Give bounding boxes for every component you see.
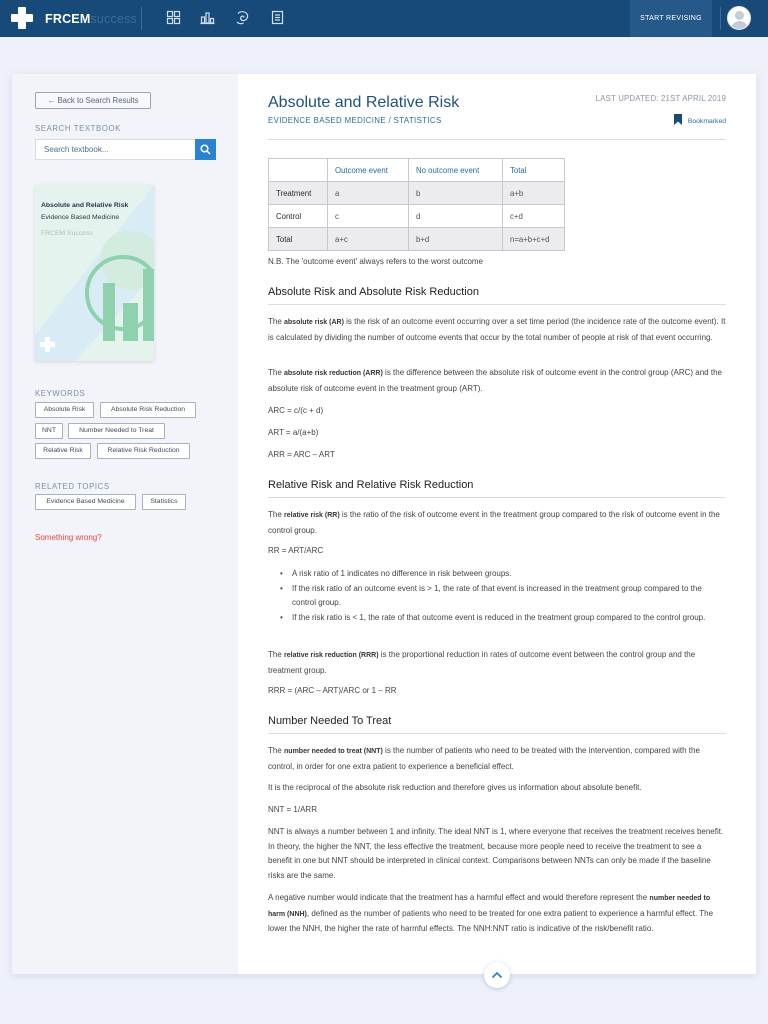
- divider: [720, 7, 721, 30]
- back-to-search-button[interactable]: ← Back to Search Results: [35, 92, 151, 109]
- section-heading: Absolute Risk and Absolute Risk Reduction: [268, 286, 726, 305]
- section-body: [268, 366, 726, 396]
- paragraph: It is the reciprocal of the absolute risk reduction and therefore gives us information about absolute benefit.: [268, 783, 642, 792]
- last-updated: LAST UPDATED: 21ST APRIL 2019: [595, 94, 726, 103]
- table-row-header: Control: [269, 205, 328, 228]
- keyword-tag[interactable]: NNT: [35, 423, 63, 439]
- contingency-table: [268, 158, 565, 251]
- topic-tag[interactable]: Evidence Based Medicine: [35, 494, 136, 510]
- article-card: [12, 74, 756, 974]
- formula: NNT = 1/ARR: [268, 805, 317, 814]
- table-note: N.B. The 'outcome event' always refers to the worst outcome: [268, 257, 484, 266]
- section-body: [268, 781, 726, 796]
- section-heading: Number Needed To Treat: [268, 715, 726, 734]
- bullet-list: [290, 567, 726, 625]
- table-cell: a+c: [328, 228, 409, 251]
- search-heading: SEARCH TEXTBOOK: [35, 124, 121, 133]
- bookmark-icon: [674, 114, 682, 125]
- chevron-up-icon: [491, 970, 503, 980]
- cover-brand: FRCEM Success: [41, 230, 93, 237]
- bookmark-toggle[interactable]: [674, 114, 726, 125]
- section-body: [268, 508, 726, 538]
- logo-cross-icon[interactable]: [11, 7, 33, 29]
- formula: RRR = (ARC – ART)/ARC or 1 – RR: [268, 686, 397, 695]
- formula: ARC = c/(c + d): [268, 406, 324, 415]
- table-row: [269, 205, 565, 228]
- search-button[interactable]: [195, 139, 216, 160]
- textbook-cover: [35, 185, 154, 361]
- table-cell: b+d: [409, 228, 503, 251]
- breadcrumb[interactable]: EVIDENCE BASED MEDICINE / STATISTICS: [268, 116, 442, 125]
- dashboard-grid-icon[interactable]: [166, 10, 181, 25]
- cover-title: Absolute and Relative Risk: [41, 202, 129, 209]
- table-cell: n=a+b+c+d: [503, 228, 565, 251]
- keywords-heading: KEYWORDS: [35, 389, 86, 398]
- table-header-cell: Total: [503, 159, 565, 182]
- paragraph: The absolute risk (AR) is the risk of an outcome event occurring over a set time period (the incidence rate of the outcome event). It is calculated by dividing the number of outcome events that occur by the total number of people at risk of that event occurring.: [268, 317, 726, 342]
- table-cell: d: [409, 205, 503, 228]
- table-cell: c+d: [503, 205, 565, 228]
- table-cell: b: [409, 182, 503, 205]
- table-cell: a: [328, 182, 409, 205]
- list-item: • A risk ratio of 1 indicates no difference in risk between groups.: [290, 567, 726, 582]
- section-heading: Relative Risk and Relative Risk Reduction: [268, 479, 726, 498]
- revise-loop-icon[interactable]: [235, 10, 250, 25]
- table-cell: a+b: [503, 182, 565, 205]
- cover-chart-illustration: [35, 185, 154, 361]
- report-problem-link[interactable]: Something wrong?: [35, 533, 102, 542]
- related-topics-heading: RELATED TOPICS: [35, 482, 110, 491]
- table-cell: c: [328, 205, 409, 228]
- scroll-to-top-button[interactable]: [484, 962, 510, 988]
- table-header-row: [269, 159, 565, 182]
- keyword-tag[interactable]: Number Needed to Treat: [68, 423, 165, 439]
- user-avatar[interactable]: [727, 6, 751, 30]
- paragraph: The relative risk reduction (RRR) is the proportional reduction in rates of outcome event between the control group and the treatment group.: [268, 650, 696, 675]
- paragraph: NNT is always a number between 1 and infinity. The ideal NNT is 1, where everyone that receives the treatment receives benefit. In theory, the higher the NNT, the less effective the treatment, because more people need to receive the treatment to see a benefit in one but NNT should be interpreted in clinical context. Comparisons between NNTs can only be made if the baseline risks are the same.: [268, 827, 724, 880]
- start-revising-button[interactable]: START REVISING: [630, 0, 712, 37]
- cover-subtitle: Evidence Based Medicine: [41, 214, 120, 221]
- textbook-icon[interactable]: [270, 10, 285, 25]
- divider: [141, 7, 142, 30]
- keyword-tag[interactable]: Relative Risk Reduction: [97, 443, 190, 459]
- section-body: [268, 825, 726, 883]
- keyword-tag[interactable]: Absolute Risk Reduction: [100, 402, 196, 418]
- formula: ARR = ARC – ART: [268, 450, 335, 459]
- page-title: Absolute and Relative Risk: [268, 94, 460, 111]
- section-body: [268, 744, 726, 774]
- paragraph: A negative number would indicate that the treatment has a harmful effect and would therefore represent the number needed to harm (NNH), defined as the number of patients who need to be treated for one extra patient to experience a harmful effect. The lower the NNH, the higher the rate of harmful effects. The NNH:NNT ratio is indicative of the risk/benefit ratio.: [268, 893, 714, 933]
- table-row-header: Treatment: [269, 182, 328, 205]
- section-body: [268, 648, 726, 678]
- table-cell: [269, 159, 328, 182]
- list-item: • If the risk ratio is < 1, the rate of that outcome event is reduced in the treatment group compared to the control group.: [290, 611, 726, 626]
- search-box: [35, 139, 216, 160]
- section-body: [268, 315, 726, 345]
- formula: ART = a/(a+b): [268, 428, 319, 437]
- table-row-header: Total: [269, 228, 328, 251]
- topic-tag[interactable]: Statistics: [142, 494, 186, 510]
- search-icon: [200, 144, 211, 155]
- list-item: • If the risk ratio of an outcome event is > 1, the rate of that event is increased in the treatment group compared to the control group.: [290, 582, 726, 611]
- search-input[interactable]: [36, 140, 196, 159]
- paragraph: The number needed to treat (NNT) is the number of patients who need to be treated with the intervention, compared with the control, in order for one extra patient to experience a beneficial effect.: [268, 746, 700, 771]
- divider: [268, 139, 726, 140]
- paragraph: The relative risk (RR) is the ratio of the risk of outcome event in the treatment group compared to the risk of outcome event in the control group.: [268, 510, 720, 535]
- table-row: [269, 182, 565, 205]
- chart-icon[interactable]: [200, 10, 215, 25]
- keyword-tag[interactable]: Relative Risk: [35, 443, 91, 459]
- table-header-cell: Outcome event: [328, 159, 409, 182]
- keyword-tag[interactable]: Absolute Risk: [35, 402, 94, 418]
- sidebar: [12, 74, 238, 974]
- section-body: [268, 891, 726, 937]
- table-row: [269, 228, 565, 251]
- bookmark-label: Bookmarked: [687, 118, 726, 125]
- brand-logo[interactable]: FRCEMsuccess: [45, 12, 138, 26]
- table-header-cell: No outcome event: [409, 159, 503, 182]
- formula: RR = ART/ARC: [268, 546, 324, 555]
- paragraph: The absolute risk reduction (ARR) is the difference between the absolute risk of outcome event in the control group (ARC) and the absolute risk of outcome event in the treatment group (ART).: [268, 368, 722, 393]
- top-navigation-bar: [0, 0, 768, 37]
